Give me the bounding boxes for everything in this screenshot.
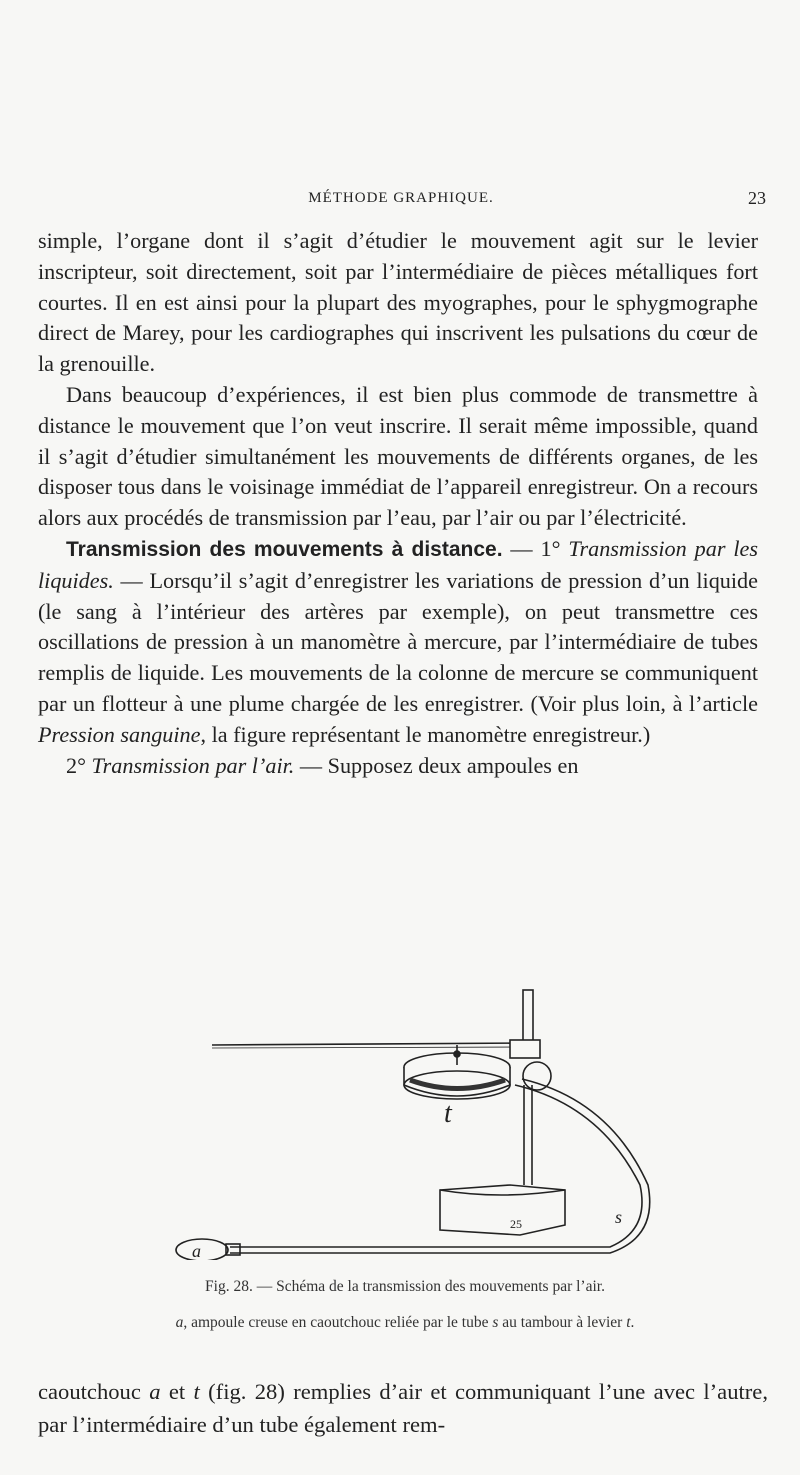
subsection-number: 2°: [66, 752, 92, 778]
continuation-3: (fig. 28) remplies d’air et communiquant l’une avec l’autre, par l’intermédiaire d’un tube également rem-: [38, 1379, 768, 1437]
figure-28: [170, 985, 660, 1260]
paragraph-4: [38, 751, 758, 782]
subsection-title: Transmission par les liquides.: [38, 535, 758, 593]
paragraph-3-text-b: , la figure représentant le manomètre enregistreur.): [200, 721, 651, 747]
label-a: a: [192, 1241, 201, 1260]
continuation-t: t: [193, 1379, 200, 1404]
apparatus-illustration: [170, 985, 660, 1260]
continuation-1: caoutchouc: [38, 1379, 150, 1404]
label-s: s: [615, 1207, 623, 1227]
lever-arm: [212, 1043, 530, 1045]
paragraph-2: Dans beaucoup d’expériences, il est bien plus commode de transmettre à distance le mouvement que l’on veut inscrire. Il serait même impossible, quand il s’agit d’étudier simultanément les mouvements de différents organes, de les disposer tous dans le voisinage immédiat de l’appareil enregistreur. On a recours alors aux procédés de transmission par l’eau, par l’air ou par l’électricité.: [38, 381, 758, 531]
paragraph-3: [38, 534, 758, 751]
running-head: [36, 186, 766, 212]
continuation-text: [38, 1375, 768, 1441]
subsection-title-2: Transmission par l’air.: [91, 752, 295, 778]
body-text: [38, 226, 758, 781]
caption-desc-2: au tambour à levier: [498, 1314, 627, 1331]
figure-caption-description: [60, 1314, 750, 1332]
running-title: MÉTHODE GRAPHIQUE.: [308, 190, 494, 206]
continuation-a: a: [149, 1379, 161, 1404]
caption-a: a: [175, 1314, 184, 1331]
paragraph-1: simple, l’organe dont il s’agit d’étudier le mouvement agit sur le levier inscripteur, soit directement, soit par l’intermédiaire de pièces métalliques fort courtes. Il en est ainsi pour la plupart des myographes, pour le sphygmographe direct de Marey, pour les cardiographes qui inscrivent les pulsations du cœur de la grenouille.: [38, 228, 758, 377]
figure-caption-title: Fig. 28. — Schéma de la transmission des mouvements par l’air.: [205, 1278, 605, 1295]
caption-end: .: [630, 1314, 635, 1331]
caption-s: s: [492, 1314, 499, 1331]
cross-reference: Pression sanguine: [38, 721, 201, 747]
rubber-bulb-a: [176, 1239, 228, 1260]
label-base: 25: [510, 1217, 522, 1231]
continuation-2: et: [160, 1379, 194, 1404]
label-t: t: [444, 1098, 452, 1129]
section-number: — 1°: [502, 535, 569, 561]
section-heading: Transmission des mouvements à distance.: [66, 537, 503, 561]
page-number: 23: [748, 188, 766, 208]
caption-t: t: [626, 1314, 631, 1331]
paragraph-3-text-a: — Lorsqu’il s’agit d’enregistrer les variations de pression d’un liquide (le sang à l’intérieur des artères par exemple), on peut transmettre ces oscillations de pression à un manomètre à mercure, par l’intermédiaire de tubes remplis de liquide. Les mouvements de la colonne de mercure se communiquent par un flotteur à une plume chargée de les enregistrer. (Voir plus loin, à l’article: [38, 567, 758, 716]
caption-desc-1: , ampoule creuse en caoutchouc reliée par le tube: [183, 1314, 493, 1331]
tube-s: [230, 1085, 642, 1247]
paragraph-4-text: — Supposez deux ampoules en: [294, 752, 579, 778]
